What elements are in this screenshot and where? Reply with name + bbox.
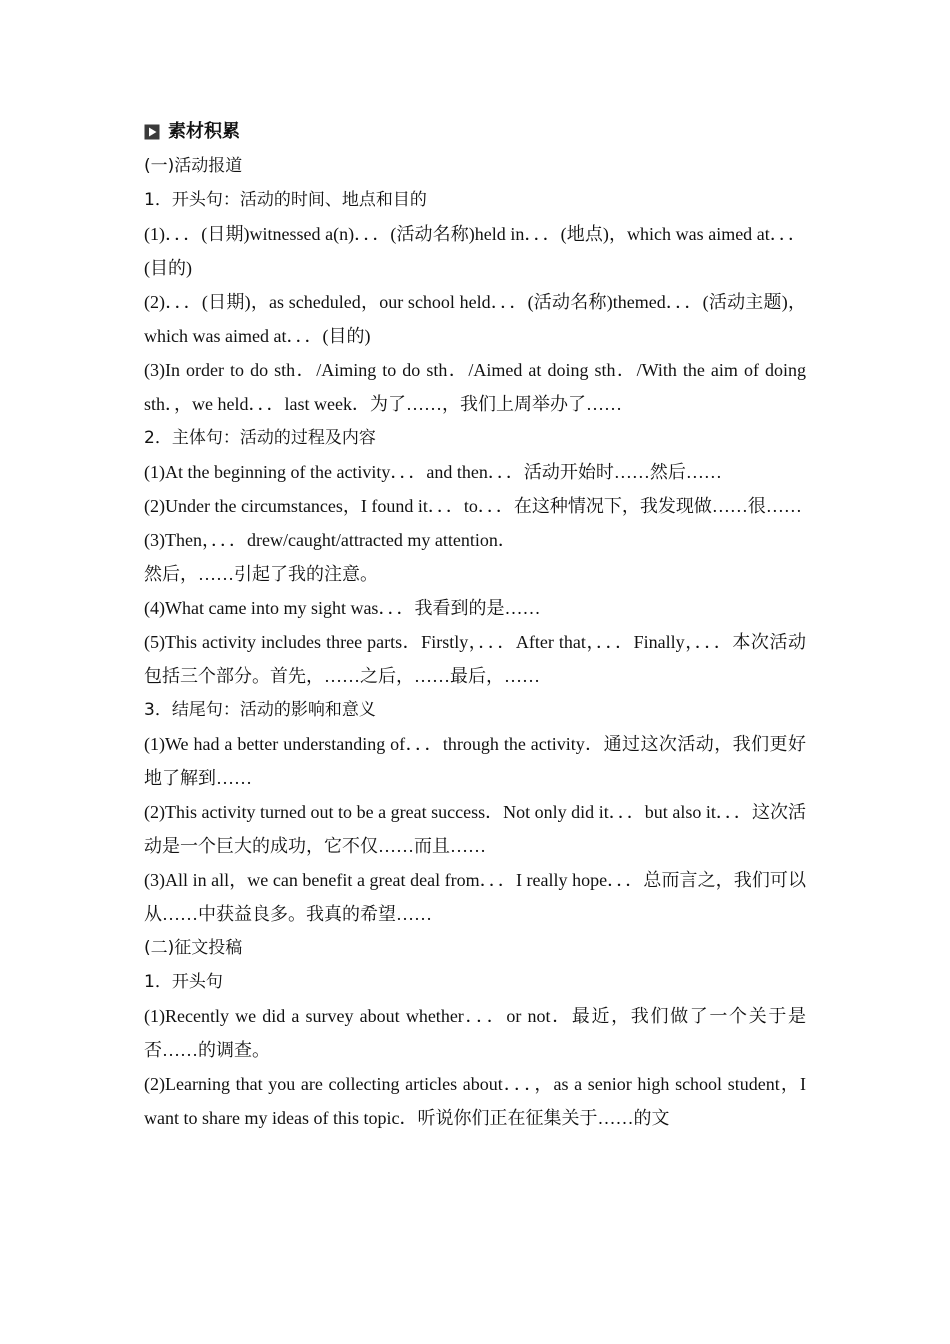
sentence-item: (5)This activity includes three parts．Firstly，．．．After that，．．．Finally，．．．本次活动包括三个部分。首先，……之后，……最后，…… bbox=[144, 632, 806, 686]
sentence-item: (3)In order to do sth．/Aiming to do sth．/Aimed at doing sth．/With the aim of doing sth．，we held．．．last week．为了……，我们上周举办了…… bbox=[144, 360, 806, 414]
sentence-item: (2)This activity turned out to be a great success．Not only did it．．．but also it．．．这次活动是一个巨大的成功，它不仅……而且…… bbox=[144, 802, 806, 856]
sentence-translation: 然后，……引起了我的注意。 bbox=[144, 564, 378, 584]
sentence-item: (3)Then，．．．drew/caught/attracted my attention． bbox=[144, 530, 516, 550]
subsection-title: 1．开头句 bbox=[144, 972, 223, 992]
subsection-title: 2．主体句：活动的过程及内容 bbox=[144, 428, 376, 448]
content bbox=[144, 115, 806, 1135]
section-heading bbox=[144, 115, 806, 149]
sentence-item: (4)What came into my sight was．．．我看到的是…… bbox=[144, 598, 541, 618]
sentence-item: (2)Under the circumstances，I found it．．．to．．．在这种情况下，我发现做……很…… bbox=[144, 496, 802, 516]
sentence-item: (1)．．．(日期)witnessed a(n)．．．(活动名称)held in．．．(地点)，which was aimed at．．．(目的) bbox=[144, 224, 806, 278]
sentence-item: (2)．．．(日期)，as scheduled，our school held．．．(活动名称)themed．．．(活动主题)，which was aimed at．．．(目的) bbox=[144, 292, 806, 346]
subsection-title: 1．开头句：活动的时间、地点和目的 bbox=[144, 190, 427, 210]
sentence-item: (1)At the beginning of the activity．．．and then．．．活动开始时……然后…… bbox=[144, 462, 722, 482]
section-title: (二)征文投稿 bbox=[144, 938, 243, 958]
play-box-icon bbox=[144, 124, 160, 140]
sentence-item: (3)All in all，we can benefit a great deal from．．．I really hope．．．总而言之，我们可以从……中获益良多。我真的希望…… bbox=[144, 870, 806, 924]
sentence-item: (1)Recently we did a survey about whether．．．or not．最近，我们做了一个关于是否……的调查。 bbox=[144, 1006, 806, 1060]
subsection-title: 3．结尾句：活动的影响和意义 bbox=[144, 700, 376, 720]
section-title: (一)活动报道 bbox=[144, 156, 243, 176]
sentence-item: (2)Learning that you are collecting articles about．．．，as a senior high school student，I want to share my ideas of this topic．听说你们正在征集关于……的文 bbox=[144, 1074, 806, 1128]
heading-text: 素材积累 bbox=[168, 121, 240, 142]
sentence-item: (1)We had a better understanding of．．．through the activity．通过这次活动，我们更好地了解到…… bbox=[144, 734, 806, 788]
